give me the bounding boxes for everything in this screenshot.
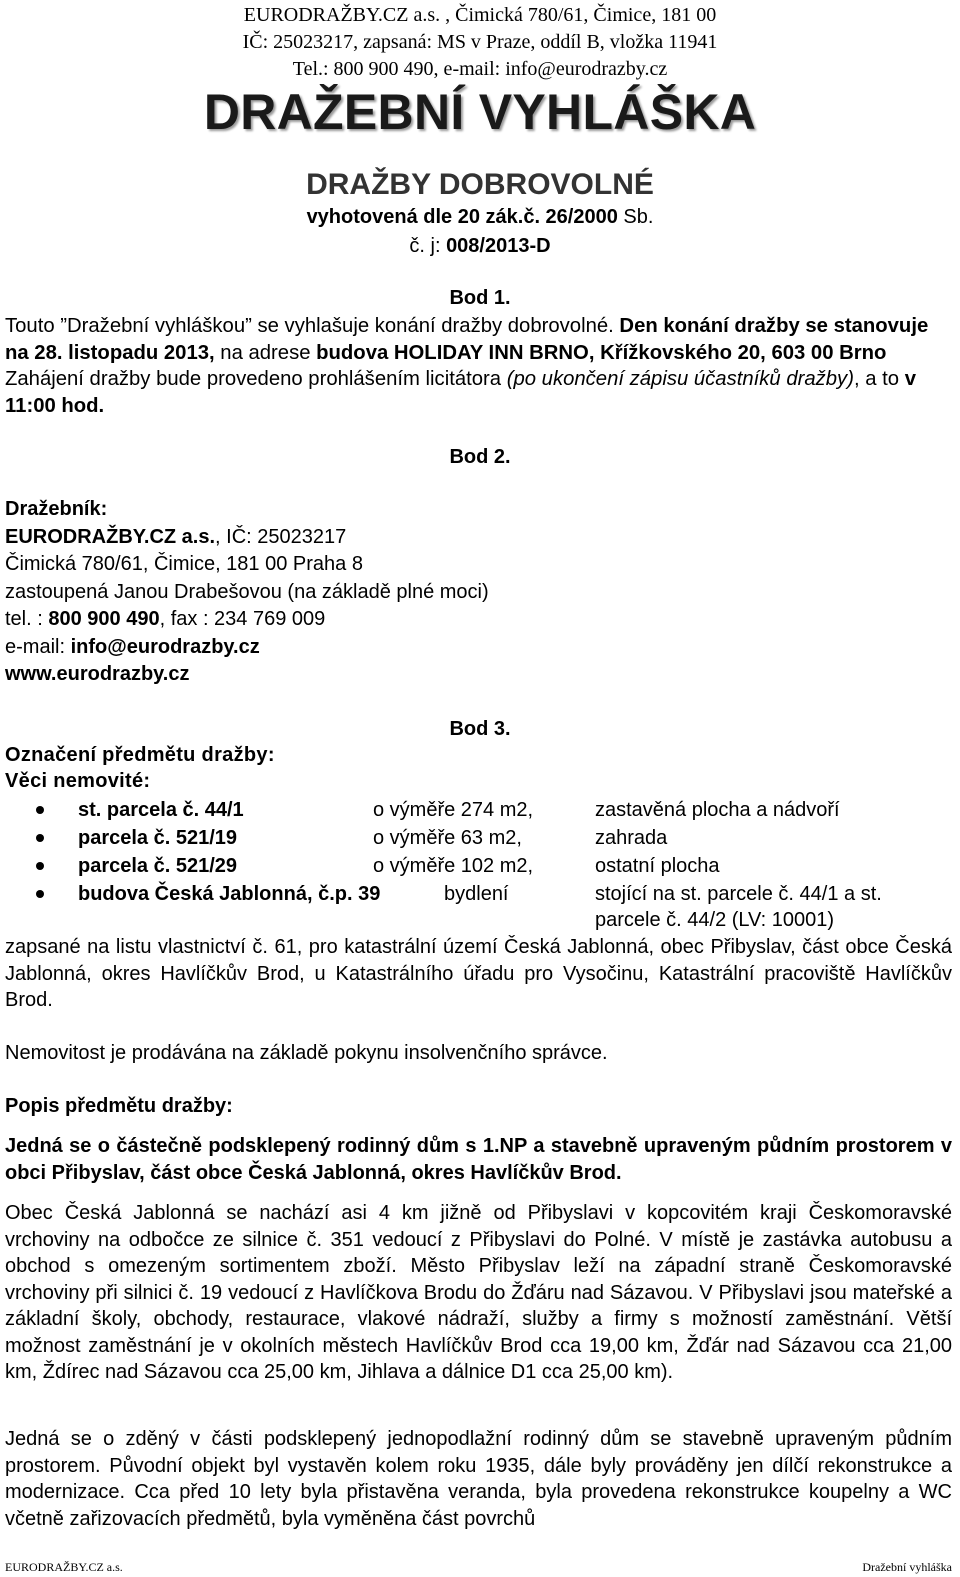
auctioneer-block: Dražebník: EURODRAŽBY.CZ a.s., IČ: 25023217 Čimická 780/61, Čimice, 181 00 Praha 8 zastoupená Janou Drabešovou (na základě plné moci) tel. : 800 900 490, fax : 234 769 009 e-mail: info@eurodrazby.cz www.eurodrazby.cz — [5, 496, 489, 689]
auctioneer-address: Čimická 780/61, Čimice, 181 00 Praha 8 — [5, 553, 363, 575]
auctioneer-phone: 800 900 490 — [48, 608, 160, 630]
company-header — [0, 2, 960, 83]
header-line-1: EURODRAŽBY.CZ a.s. , Čimická 780/61, Čimice, 181 00 — [243, 4, 717, 26]
subject-sublabel: Věci nemovité: — [5, 770, 151, 792]
auctioneer-label: Dražebník: — [5, 498, 108, 520]
bullet-icon — [36, 834, 44, 842]
description-summary: Jedná se o částečně podsklepený rodinný dům s 1.NP a stavebně upraveným půdním prostorem v obci Přibyslav, část obce Česká Jablonná, okres Havlíčkův Brod. — [5, 1135, 952, 1184]
description-paragraph-1: Obec Česká Jablonná se nachází asi 4 km jižně od Přibyslavi v kopcovitém kraji Českomoravské vrchoviny na odbočce ze silnice č. 351 vedoucí z Přibyslavi do Polné. V místě je zastávka autobusu a obchod s omezeným sortimentem zboží. Město Přibyslav leží na západní straně Českomoravské vrchoviny při silnici č. 19 vedoucí z Havlíčkova Brodu do Žďáru nad Sázavou. V Přibyslavi jsou mateřské a základní školy, obchody, restaurace, vlakové nádraží, služby a firmy s možností zaměstnání. Větší možnost zaměstnání je v okolních městech Havlíčkův Brod cca 19,00 km, Žďár nad Sázavou cca 21,00 km, Ždírec nad Sázavou cca 25,00 km, Jihlava a dálnice D1 cca 25,00 km). — [5, 1202, 952, 1383]
header-line-2: IČ: 25023217, zapsaná: MS v Praze, oddíl B, vložka 11941 — [242, 31, 718, 53]
auctioneer-representative: zastoupená Janou Drabešovou (na základě plné moci) — [5, 580, 489, 603]
description-paragraph-2: Jedná se o zděný v části podsklepený jednopodlažní rodinný dům se stavebně upraveným půdním prostorem. Původní objekt byl vystavěn kolem roku 1935, dále byly prováděny jen dílčí rekonstrukce a modernizace. Cca před 10 lety byla přistavěna veranda, byla provedena rekonstrukce koupelny a WC včetně zařizovacích předmětů, byla vyměněna část povrchů — [5, 1428, 952, 1530]
footer-left: EURODRAŽBY.CZ a.s. — [5, 1560, 123, 1574]
bod-1-text: Touto ”Dražební vyhláškou” se vyhlašuje konání dražby dobrovolné. Den konání dražby se stanovuje na 28. listopadu 2013, na adrese budova HOLIDAY INN BRNO, Křížkovského 20, 603 00 Brno Zahájení dražby bude provedeno prohlášením licitátora (po ukončení zápisu účastníků dražby), a to v 11:00 hod. — [5, 315, 929, 417]
header-line-3: Tel.: 800 900 490, e-mail: info@eurodrazby.cz — [292, 58, 668, 80]
bod-1-heading: Bod 1. — [449, 287, 511, 309]
bod-3-heading: Bod 3. — [449, 718, 511, 740]
sale-note: Nemovitost je prodávána na základě pokynu insolvenčního správce. — [5, 1042, 608, 1064]
auctioneer-company: EURODRAŽBY.CZ a.s. — [5, 525, 216, 548]
document-title: DRAŽEBNÍ VYHLÁŠKA — [203, 84, 757, 140]
bullet-icon — [36, 890, 44, 898]
law-reference: vyhotovená dle 20 zák.č. 26/2000 Sb. — [306, 206, 654, 228]
auctioneer-email: info@eurodrazby.cz — [70, 635, 260, 658]
description-label: Popis předmětu dražby: — [5, 1095, 233, 1117]
bod-2-heading: Bod 2. — [449, 446, 511, 468]
bullet-icon — [36, 862, 44, 870]
footer-right: Dražební vyhláška — [862, 1560, 952, 1574]
subject-label: Označení předmětu dražby: — [5, 744, 275, 766]
auctioneer-web: www.eurodrazby.cz — [5, 663, 190, 685]
document-subtitle: DRAŽBY DOBROVOLNÉ — [306, 168, 654, 201]
bullet-icon — [36, 806, 44, 814]
case-number: č. j: 008/2013-D — [409, 235, 551, 257]
registry-text: zapsané na listu vlastnictví č. 61, pro katastrální území Česká Jablonná, obec Přibyslav, část obce Česká Jablonná, okres Havlíčkův Brod, u Katastrálního úřadu pro Vysočinu, Katastrální pracoviště Havlíčkův Brod. — [5, 936, 952, 1011]
